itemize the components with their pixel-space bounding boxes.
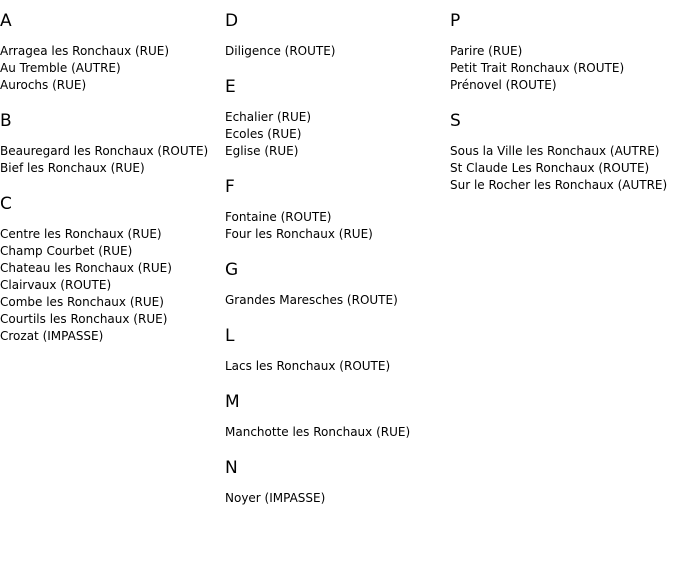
street-link[interactable]: Prénovel (ROUTE) — [450, 78, 557, 92]
letter-group — [225, 176, 450, 243]
street-link[interactable]: Bief les Ronchaux (RUE) — [0, 161, 145, 175]
section-letter-heading: B — [0, 111, 12, 131]
letter-group — [450, 10, 675, 94]
section-letter-heading: D — [225, 11, 239, 31]
street-link[interactable]: Arragea les Ronchaux (RUE) — [0, 44, 170, 58]
street-link[interactable]: Parire (RUE) — [450, 44, 523, 58]
street-link[interactable]: Clairvaux (ROUTE) — [0, 278, 112, 292]
letter-group — [225, 76, 450, 160]
letter-group — [0, 193, 225, 345]
section-letter-heading: P — [450, 11, 461, 31]
street-list — [225, 109, 450, 160]
street-link[interactable]: Manchotte les Ronchaux (RUE) — [225, 425, 411, 439]
street-link[interactable]: Beauregard les Ronchaux (ROUTE) — [0, 144, 209, 158]
street-index-column-1 — [0, 10, 225, 361]
street-link[interactable]: Champ Courbet (RUE) — [0, 244, 133, 258]
street-list — [0, 226, 225, 345]
letter-group — [0, 10, 225, 94]
street-link[interactable]: Centre les Ronchaux (RUE) — [0, 227, 162, 241]
letter-group — [225, 325, 450, 375]
street-link[interactable]: Sur le Rocher les Ronchaux (AUTRE) — [450, 178, 668, 192]
street-link[interactable]: St Claude Les Ronchaux (ROUTE) — [450, 161, 650, 175]
letter-group — [225, 457, 450, 507]
street-link[interactable]: Noyer (IMPASSE) — [225, 491, 326, 505]
section-letter-heading: A — [0, 11, 12, 31]
letter-group — [225, 391, 450, 441]
street-list — [225, 490, 450, 507]
street-link[interactable]: Sous la Ville les Ronchaux (AUTRE) — [450, 144, 660, 158]
street-index-column-3 — [450, 10, 675, 210]
street-list — [0, 143, 225, 177]
street-link[interactable]: Fontaine (ROUTE) — [225, 210, 332, 224]
street-link[interactable]: Chateau les Ronchaux (RUE) — [0, 261, 172, 275]
section-letter-heading: S — [450, 111, 461, 131]
section-letter-heading: E — [225, 77, 236, 97]
street-link[interactable]: Grandes Maresches (ROUTE) — [225, 293, 398, 307]
street-link[interactable]: Ecoles (RUE) — [225, 127, 302, 141]
letter-group — [225, 10, 450, 60]
section-letter-heading: L — [225, 326, 235, 346]
street-list — [225, 209, 450, 243]
street-list — [0, 43, 225, 94]
street-list — [225, 292, 450, 309]
street-link[interactable]: Lacs les Ronchaux (ROUTE) — [225, 359, 391, 373]
street-link[interactable]: Combe les Ronchaux (RUE) — [0, 295, 164, 309]
street-link[interactable]: Four les Ronchaux (RUE) — [225, 227, 373, 241]
section-letter-heading: G — [225, 260, 239, 280]
letter-group — [450, 110, 675, 194]
street-link[interactable]: Eglise (RUE) — [225, 144, 299, 158]
section-letter-heading: M — [225, 392, 240, 412]
section-letter-heading: N — [225, 458, 238, 478]
section-letter-heading: C — [0, 194, 12, 214]
street-list — [225, 424, 450, 441]
street-link[interactable]: Crozat (IMPASSE) — [0, 329, 104, 343]
street-link[interactable]: Echalier (RUE) — [225, 110, 312, 124]
street-link[interactable]: Diligence (ROUTE) — [225, 44, 336, 58]
street-list — [225, 43, 450, 60]
street-link[interactable]: Au Tremble (AUTRE) — [0, 61, 121, 75]
street-link[interactable]: Petit Trait Ronchaux (ROUTE) — [450, 61, 625, 75]
letter-group — [0, 110, 225, 177]
letter-group — [225, 259, 450, 309]
street-list — [450, 43, 675, 94]
section-letter-heading: F — [225, 177, 235, 197]
street-link[interactable]: Aurochs (RUE) — [0, 78, 87, 92]
street-link[interactable]: Courtils les Ronchaux (RUE) — [0, 312, 168, 326]
street-index-column-2 — [225, 10, 450, 523]
street-list — [225, 358, 450, 375]
street-list — [450, 143, 675, 194]
